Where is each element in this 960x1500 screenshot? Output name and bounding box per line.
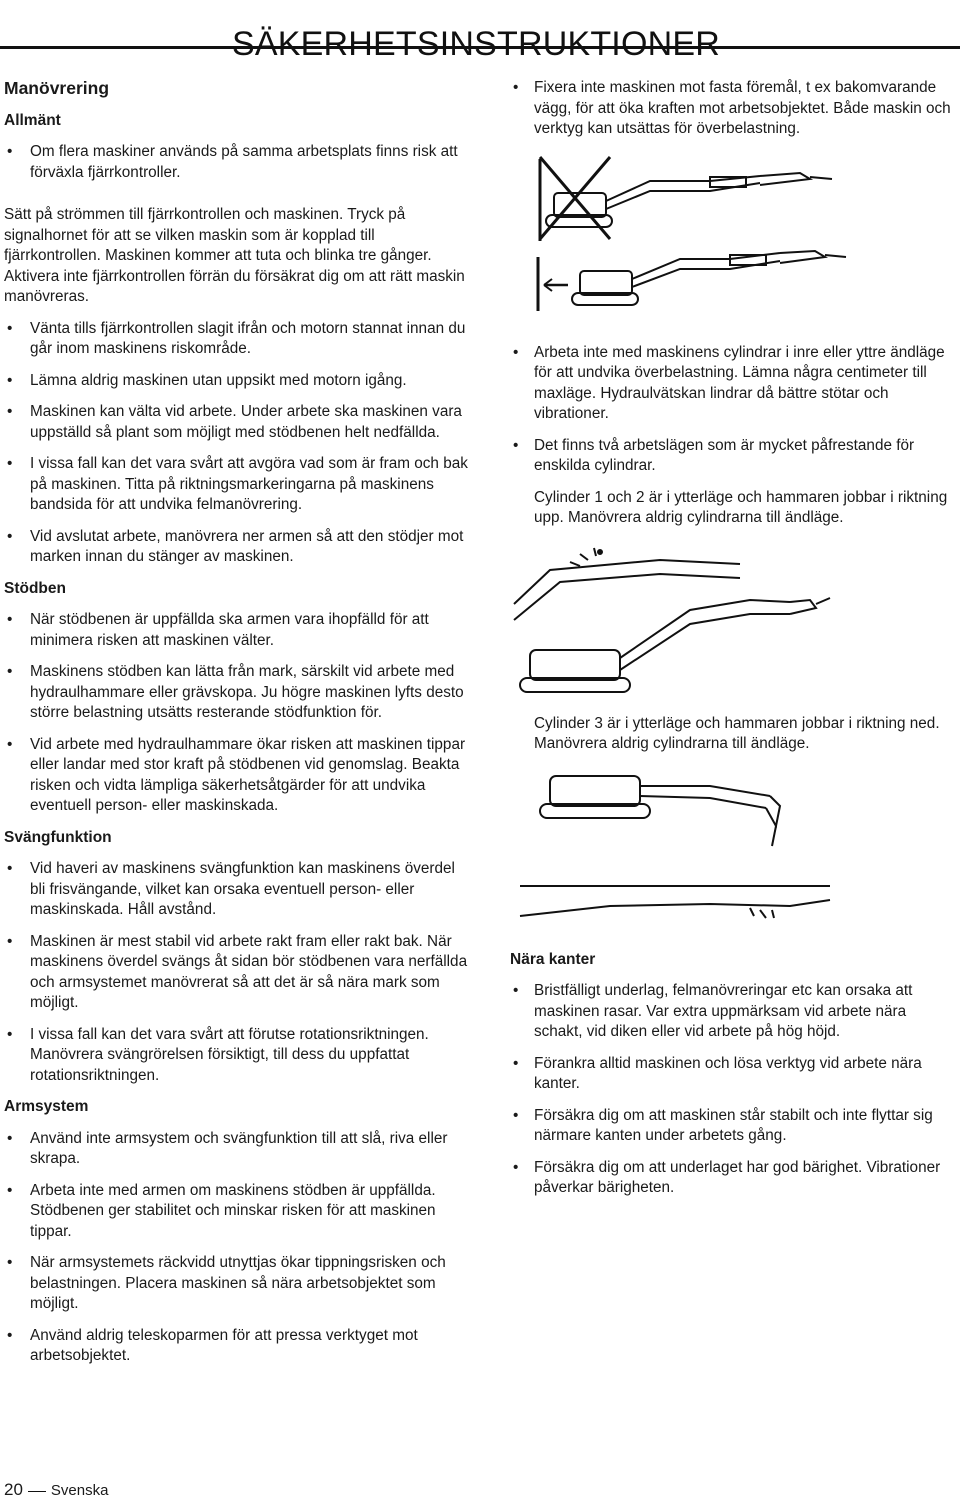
list-item: • Fixera inte maskinen mot fasta föremål, t ex bakomvarande vägg, för att öka kraften mot arbetsobjektet. Både maskin och verktyg kan utsättas för överbelastning. [510,78,955,140]
subheading-svangfunktion: Svängfunktion [4,828,112,846]
list-item: • Vänta tills fjärrkontrollen slagit ifrån och motorn stannat innan du går inom maskinens riskområde. [4,319,474,360]
list-item: • Det finns två arbetslägen som är mycket påfrestande för enskilda cylindrar. [510,436,955,477]
list-item: • Maskinen kan välta vid arbete. Under arbete ska maskinen vara uppställd så plant som möjligt med stödbenen helt nedfällda. [4,402,474,443]
list-item: • Förankra alltid maskinen och lösa verktyg vid arbete nära kanter. [510,1054,955,1095]
figure-no-wall-bracing [510,151,955,319]
list-item: • Maskinens stödben kan lätta från mark, särskilt vid arbete med hydraulhammare eller grävskopa. Ju högre maskinen lyfts desto större belastning utsätts resterande stödfunktion för. [4,662,474,724]
list-item: • Arbeta inte med armen om maskinens stödben är uppfällda. Stödbenen ger stabilitet och minskar risken för att maskinen tippar. [4,1181,474,1243]
list-item: • Försäkra dig om att maskinen står stabilt och inte flyttar sig närmare kanten under arbetets gång. [510,1106,955,1147]
page-number: 20 [4,1480,23,1499]
page-footer [4,1480,108,1500]
subheading-nara-kanter: Nära kanter [510,950,596,968]
list-item: • Vid avslutat arbete, manövrera ner armen så att den stödjer mot marken innan du stänger av maskinen. [4,527,474,568]
right-column [510,78,955,1210]
list-item: • Lämna aldrig maskinen utan uppsikt med motorn igång. [4,371,474,392]
subheading-allmant: Allmänt [4,111,61,129]
page-title: SÄKERHETSINSTRUKTIONER [231,24,720,63]
cylinder-upward-illustration [510,540,940,700]
list-item: • Vid haveri av maskinens svängfunktion kan maskinens överdel bli frisvängande, vilket kan orsaka eventuell person- eller maskinskada. Håll avstånd. [4,859,474,921]
section-heading-manovrering: Manövrering [4,78,110,98]
list-item: • Om flera maskiner används på samma arbetsplats finns risk att förväxla fjärrkontroller. [4,142,474,183]
list-item: • I vissa fall kan det vara svårt att förutse rotationsriktningen. Manövrera svängrörelsen försiktigt, till dess du uppfattat rotationsriktningen. [4,1025,474,1087]
list-item: • I vissa fall kan det vara svårt att avgöra vad som är fram och bak på maskinen. Titta på riktningsmarkeringarna på maskinens bandsida för att undvika felmanövrering. [4,454,474,516]
list-item: • Bristfälligt underlag, felmanövreringar etc kan orsaka att maskinen rasar. Var extra uppmärksam vid arbete nära schakt, vid diken eller vid arbete på hög höjd. [510,981,955,1043]
paragraph: Sätt på strömmen till fjärrkontrollen och maskinen. Tryck på signalhornet för att se vilken maskin som är kopplad till fjärrkontrollen. Maskinen kommer att tuta och blinka tre gånger. Aktivera inte fjärrkontrollen förrän du försäkrat dig om att rätt maskin manövreras. [4,206,465,305]
figure-cylinder-1-2 [510,540,955,700]
figure-cylinder-3 [510,766,955,936]
footer-dash [28,1491,46,1492]
left-column [4,74,474,1378]
list-item: • Maskinen är mest stabil vid arbete rakt fram eller rakt bak. När maskinens överdel svängs åt sidan bör stödbenen vara nerfällda och armsystemet manövrerat så att det är så nära mark som möjligt. [4,932,474,1014]
list-item: • När stödbenen är uppfällda ska armen vara ihopfälld för att minimera risken att maskinen välter. [4,610,474,651]
list-item: • Arbeta inte med maskinens cylindrar i inre eller yttre ändläge för att undvika överbelastning. Lämna några centimeter till maxläge. Hydraulvätskan lindrar då bättre stötar och vibrationer. [510,343,955,425]
cylinder-downward-illustration [510,766,940,936]
footer-language: Svenska [50,1482,109,1499]
subheading-stodben: Stödben [4,579,66,597]
list-item: • Använd inte armsystem och svängfunktion till att slå, riva eller skrapa. [4,1129,474,1170]
list-item: • Försäkra dig om att underlaget har god bärighet. Vibrationer påverkar bärigheten. [510,1158,955,1199]
paragraph: Cylinder 3 är i ytterläge och hammaren jobbar i riktning ned. Manövrera aldrig cylindrarna till ändläge. [534,714,940,752]
list-item: • När armsystemets räckvidd utnyttjas ökar tippningsrisken och belastningen. Placera maskinen så nära arbetsobjektet som möjligt. [4,1253,474,1315]
title-rule [0,46,960,49]
list-item: • Vid arbete med hydraulhammare ökar risken att maskinen tippar eller landar med stor kraft på stödbenen vid genomslag. Beakta risken och vidta lämpliga säkerhetsåtgärder för att undvika eventuell person- eller maskinskada. [4,735,474,817]
paragraph: Cylinder 1 och 2 är i ytterläge och hammaren jobbar i riktning upp. Manövrera aldrig cylindrarna till ändläge. [534,488,948,526]
list-item: • Använd aldrig teleskoparmen för att pressa verktyget mot arbetsobjektet. [4,1326,474,1367]
machine-against-wall-illustration [510,151,940,319]
subheading-armsystem: Armsystem [4,1098,89,1115]
